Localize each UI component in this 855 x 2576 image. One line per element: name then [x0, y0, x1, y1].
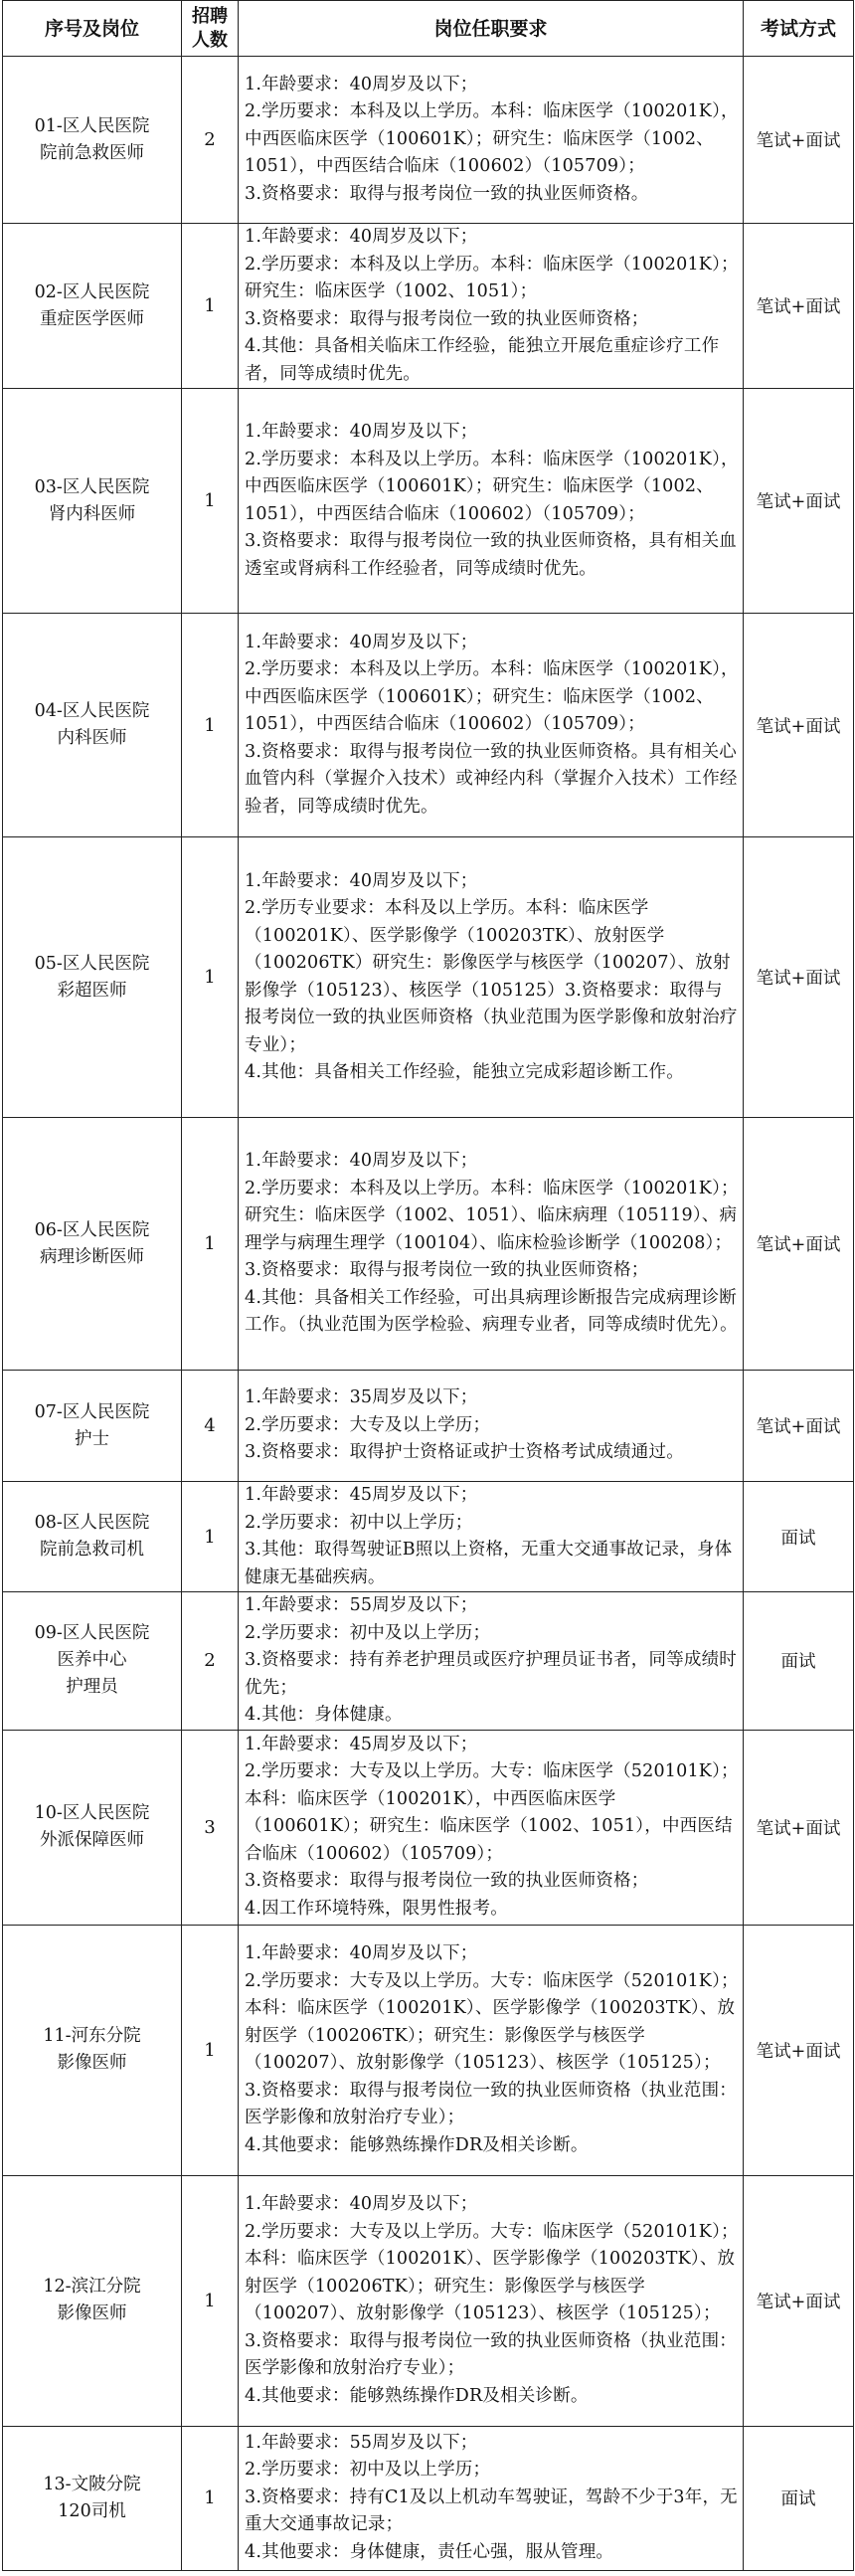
position-line: 120司机 — [58, 2500, 126, 2521]
position-line: 04-区人民医院 — [34, 701, 150, 721]
position-line: 06-区人民医院 — [34, 1219, 150, 1240]
requirement-item: 1.年龄要求：40周岁及以下； — [245, 1943, 478, 1963]
requirements-cell — [239, 1482, 744, 1592]
requirement-item: 3.资格要求：取得与报考岗位一致的执业医师资格，具有相关血透室或肾病科工作经验者，同等成绩时优先。 — [245, 531, 737, 579]
table-row — [3, 1592, 854, 1731]
position-line: 影像医师 — [57, 2053, 127, 2073]
exam-method-cell: 笔试+面试 — [744, 389, 854, 614]
position-line: 01-区人民医院 — [34, 115, 150, 136]
position-line: 外派保障医师 — [40, 1830, 144, 1850]
requirements-cell — [239, 1592, 744, 1731]
requirement-item: 3.资格要求：取得护士资格证或护士资格考试成绩通过。 — [245, 1442, 684, 1463]
position-line: 院前急救医师 — [40, 142, 144, 163]
requirement-item: 1.年龄要求：45周岁及以下； — [245, 1485, 478, 1505]
count-cell: 1 — [182, 389, 239, 614]
table-row — [3, 389, 854, 614]
requirements-cell — [239, 837, 744, 1118]
position-line: 02-区人民医院 — [34, 281, 150, 302]
table-row — [3, 1482, 854, 1592]
position-cell — [3, 2175, 182, 2426]
count-cell: 2 — [182, 57, 239, 224]
position-line: 病理诊断医师 — [40, 1246, 144, 1267]
count-cell: 4 — [182, 1371, 239, 1482]
position-cell — [3, 224, 182, 389]
position-line: 11-河东分院 — [43, 2026, 141, 2046]
position-cell — [3, 2426, 182, 2570]
exam-method-cell: 笔试+面试 — [744, 837, 854, 1118]
count-cell: 1 — [182, 614, 239, 837]
requirement-item: 3.资格要求：取得与报考岗位一致的执业医师资格。具有相关心血管内科（掌握介入技术）或神经内科（掌握介入技术）工作经验者，同等成绩时优先。 — [245, 741, 738, 817]
header-exam: 考试方式 — [744, 1, 854, 57]
exam-method-cell: 笔试+面试 — [744, 1118, 854, 1371]
header-position: 序号及岗位 — [3, 1, 182, 57]
table-header-row — [3, 1, 854, 57]
position-cell — [3, 614, 182, 837]
exam-method-cell: 面试 — [744, 2426, 854, 2570]
requirement-item: 3.资格要求：取得与报考岗位一致的执业医师资格； — [245, 1871, 649, 1892]
requirement-item: 1.年龄要求：40周岁及以下； — [245, 74, 478, 94]
exam-method-cell: 面试 — [744, 1482, 854, 1592]
requirements-cell — [239, 57, 744, 224]
requirements-cell — [239, 2175, 744, 2426]
table-row — [3, 837, 854, 1118]
requirement-item: 1.年龄要求：40周岁及以下； — [245, 1151, 478, 1172]
requirement-item: 2.学历要求：初中及以上学历； — [245, 1622, 491, 1643]
exam-method-cell: 笔试+面试 — [744, 1730, 854, 1925]
count-cell: 1 — [182, 1118, 239, 1371]
position-line: 医养中心 — [57, 1650, 127, 1671]
position-cell — [3, 57, 182, 224]
requirement-item: 4.其他要求：身体健康，责任心强，服从管理。 — [245, 2541, 614, 2562]
requirement-item: 2.学历要求：本科及以上学历。本科：临床医学（100201K）；研究生：临床医学（1002、1051）； — [245, 254, 739, 301]
header-count-line2: 人数 — [192, 29, 228, 51]
exam-method-cell: 笔试+面试 — [744, 1925, 854, 2175]
position-cell — [3, 1371, 182, 1482]
table-row — [3, 2175, 854, 2426]
position-line: 肾内科医师 — [48, 503, 136, 524]
requirement-item: 3.资格要求：取得与报考岗位一致的执业医师资格； — [245, 1260, 649, 1281]
requirement-item: 1.年龄要求：45周岁及以下； — [245, 1734, 478, 1754]
position-cell — [3, 1118, 182, 1371]
requirement-item: 3.资格要求：持有C1及以上机动车驾驶证，驾龄不少于3年，无重大交通事故记录； — [245, 2486, 738, 2535]
position-line: 重症医学医师 — [40, 308, 144, 329]
requirement-item: 3.资格要求：取得与报考岗位一致的执业医师资格； — [245, 308, 649, 329]
count-cell: 1 — [182, 837, 239, 1118]
count-cell: 2 — [182, 1592, 239, 1731]
header-count-line1: 招聘 — [192, 5, 228, 27]
requirement-item: 1.年龄要求：40周岁及以下； — [245, 227, 478, 247]
count-cell: 1 — [182, 1925, 239, 2175]
requirement-item: 3.资格要求：取得与报考岗位一致的执业医师资格（执业范围：医学影像和放射治疗专业）； — [245, 2330, 737, 2378]
count-cell: 1 — [182, 1482, 239, 1592]
position-line: 07-区人民医院 — [34, 1401, 150, 1422]
table-row — [3, 1371, 854, 1482]
table-row — [3, 2426, 854, 2570]
requirement-item: 1.年龄要求：40周岁及以下； — [245, 2194, 478, 2214]
exam-method-cell: 面试 — [744, 1592, 854, 1731]
exam-method-cell: 笔试+面试 — [744, 224, 854, 389]
table-row — [3, 57, 854, 224]
requirement-item: 2.学历要求：本科及以上学历。本科：临床医学（100201K）；研究生：临床医学（1002、1051）、临床病理（105119）、病理学与病理生理学（100104）、临床检验诊断学（100208）； — [245, 1178, 739, 1253]
exam-method-cell: 笔试+面试 — [744, 2175, 854, 2426]
position-line: 院前急救司机 — [40, 1540, 144, 1560]
exam-method-cell: 笔试+面试 — [744, 1371, 854, 1482]
requirement-item: 4.其他要求：能够熟练操作DR及相关诊断。 — [245, 2134, 589, 2155]
position-line: 13-文陂分院 — [43, 2474, 141, 2494]
requirement-item: 3.资格要求：持有养老护理员或医疗护理员证书者，同等成绩时优先； — [245, 1650, 737, 1698]
requirement-item: 3.其他：取得驾驶证B照以上资格，无重大交通事故记录，身体健康无基础疾病。 — [245, 1540, 733, 1587]
position-cell — [3, 1730, 182, 1925]
requirement-item: 2.学历要求：本科及以上学历。本科：临床医学（100201K），中西医临床医学（100601K）；研究生：临床医学（1002、1051），中西医结合临床（100602）（105709）； — [245, 101, 739, 177]
exam-method-cell: 笔试+面试 — [744, 614, 854, 837]
requirements-cell — [239, 1118, 744, 1371]
requirement-item: 4.其他：具备相关临床工作经验，能独立开展危重症诊疗工作者，同等成绩时优先。 — [245, 336, 720, 384]
requirement-item: 1.年龄要求：40周岁及以下； — [245, 632, 478, 652]
exam-method-cell: 笔试+面试 — [744, 57, 854, 224]
requirement-item: 2.学历要求：大专及以上学历。大专：临床医学（520101K）；本科：临床医学（100201K）、医学影像学（100203TK）、放射医学（100206TK）；研究生：影像医学与核医学（100207）、放射影像学（105123）、核医学（105125）； — [245, 2221, 739, 2323]
position-line: 05-区人民医院 — [34, 953, 150, 974]
requirement-item: 2.学历要求：大专及以上学历。大专：临床医学（520101K）；本科：临床医学（100201K），中西医临床医学（100601K）；研究生：临床医学（1002、1051），中西医结合临床（100602）（105709）； — [245, 1761, 739, 1864]
requirement-item: 2.学历要求：大专及以上学历。大专：临床医学（520101K）；本科：临床医学（100201K）、医学影像学（100203TK）、放射医学（100206TK）；研究生：影像医学与核医学（100207）、放射影像学（105123）、核医学（105125）； — [245, 1970, 739, 2073]
position-line: 12-滨江分院 — [43, 2277, 141, 2297]
requirement-item: 3.资格要求：取得与报考岗位一致的执业医师资格（执业范围：医学影像和放射治疗专业）； — [245, 2080, 737, 2127]
requirement-item: 4.其他：具备相关工作经验，能独立完成彩超诊断工作。 — [245, 1062, 684, 1082]
requirement-item: 1.年龄要求：40周岁及以下； — [245, 870, 478, 891]
requirement-item: 2.学历要求：大专及以上学历； — [245, 1414, 491, 1435]
position-line: 影像医师 — [57, 2303, 127, 2323]
position-cell — [3, 1925, 182, 2175]
requirement-item: 1.年龄要求：55周岁及以下； — [245, 2432, 478, 2453]
count-cell: 1 — [182, 2175, 239, 2426]
table-row — [3, 224, 854, 389]
requirements-cell — [239, 1925, 744, 2175]
requirements-cell — [239, 224, 744, 389]
position-line: 10-区人民医院 — [34, 1803, 150, 1823]
position-line: 03-区人民医院 — [34, 476, 150, 497]
count-cell: 3 — [182, 1730, 239, 1925]
requirements-cell — [239, 2426, 744, 2570]
count-cell: 1 — [182, 2426, 239, 2570]
count-cell: 1 — [182, 224, 239, 389]
requirement-item: 4.因工作环境特殊，限男性报考。 — [245, 1898, 508, 1919]
requirement-item: 2.学历专业要求：本科及以上学历。本科：临床医学（100201K）、医学影像学（100203TK）、放射医学（100206TK）研究生：影像医学与核医学（100207）、放射影像学（105123）、核医学（105125）3.资格要求：取得与报考岗位一致的执业医师资格（执业范围为医学影像和放射治疗专业）； — [245, 898, 738, 1055]
table-body — [3, 57, 854, 2571]
position-cell — [3, 1482, 182, 1592]
requirements-cell — [239, 614, 744, 837]
header-requirements: 岗位任职要求 — [239, 1, 744, 57]
position-cell — [3, 389, 182, 614]
table-row — [3, 614, 854, 837]
requirement-item: 1.年龄要求：35周岁及以下； — [245, 1387, 478, 1408]
requirement-item: 4.其他：具备相关工作经验，可出具病理诊断报告完成病理诊断工作。（执业范围为医学检验、病理专业者，同等成绩时优先）。 — [245, 1287, 738, 1336]
position-line: 护理员 — [66, 1677, 118, 1698]
header-count — [182, 1, 239, 57]
requirements-cell — [239, 1730, 744, 1925]
table-row — [3, 1118, 854, 1371]
requirement-item: 2.学历要求：初中以上学历； — [245, 1512, 473, 1533]
position-line: 彩超医师 — [57, 980, 127, 1001]
table-row — [3, 1925, 854, 2175]
requirement-item: 4.其他要求：能够熟练操作DR及相关诊断。 — [245, 2385, 589, 2406]
position-line: 内科医师 — [57, 728, 127, 748]
requirement-item: 1.年龄要求：40周岁及以下； — [245, 422, 478, 442]
requirements-cell — [239, 389, 744, 614]
position-line: 09-区人民医院 — [34, 1623, 150, 1644]
requirement-item: 2.学历要求：初中及以上学历； — [245, 2460, 491, 2481]
requirement-item: 3.资格要求：取得与报考岗位一致的执业医师资格。 — [245, 183, 649, 204]
requirement-item: 4.其他：身体健康。 — [245, 1705, 403, 1725]
position-cell — [3, 837, 182, 1118]
requirement-item: 1.年龄要求：55周岁及以下； — [245, 1595, 478, 1615]
requirement-item: 2.学历要求：本科及以上学历。本科：临床医学（100201K），中西医临床医学（100601K）；研究生：临床医学（1002、1051），中西医结合临床（100602）（105709）； — [245, 659, 739, 735]
requirements-cell — [239, 1371, 744, 1482]
position-line: 护士 — [75, 1428, 109, 1449]
table-row — [3, 1730, 854, 1925]
requirement-item: 2.学历要求：本科及以上学历。本科：临床医学（100201K），中西医临床医学（100601K）；研究生：临床医学（1002、1051），中西医结合临床（100602）（105709）； — [245, 449, 739, 524]
position-cell — [3, 1592, 182, 1731]
recruitment-table — [2, 0, 854, 2571]
position-line: 08-区人民医院 — [34, 1513, 150, 1533]
